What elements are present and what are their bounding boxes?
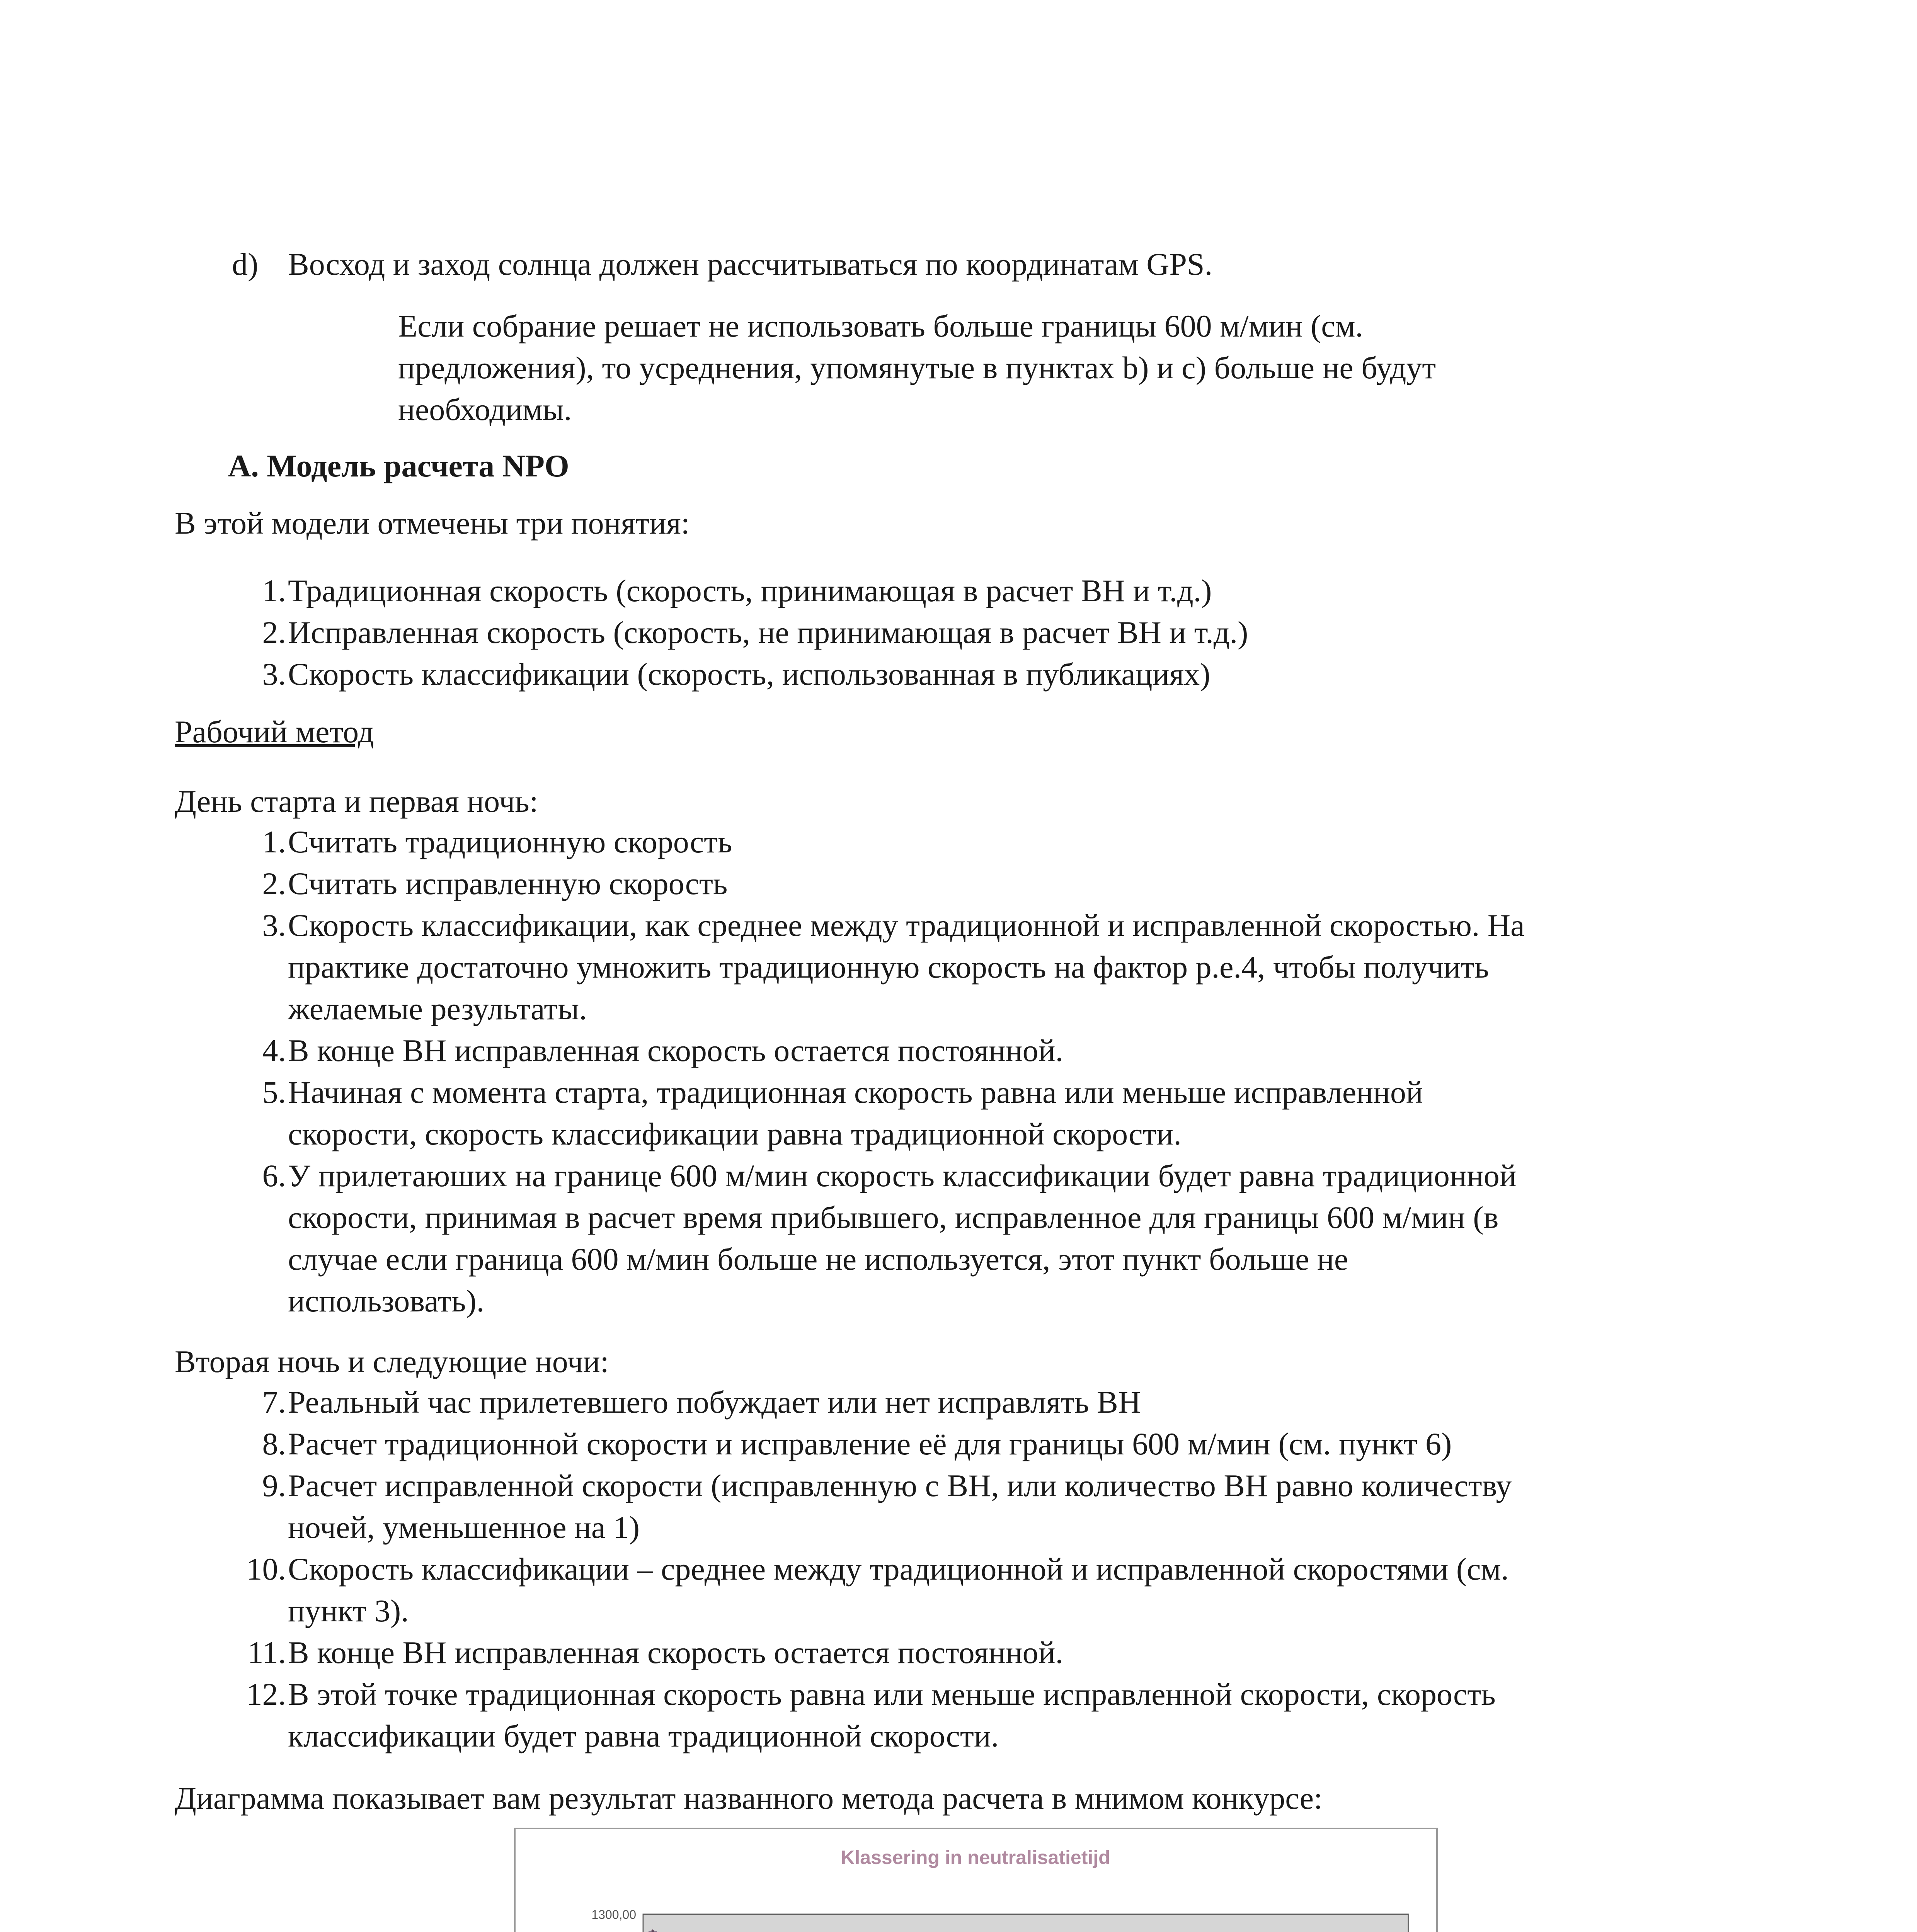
list-number: 2.	[262, 615, 286, 650]
list-item-text: У прилетаюших на границе 600 м/мин скорость классификации будет равна традиционной	[288, 1158, 1517, 1193]
list-item-text: Исправленная скорость (скорость, не принимающая в расчет ВН и т.д.)	[288, 615, 1248, 650]
list-number: 5.	[262, 1075, 286, 1110]
list-number: 7.	[262, 1384, 286, 1420]
plot-area	[643, 1914, 1408, 1932]
list-item-text: Скорость классификации (скорость, использованная в публикациях)	[288, 656, 1210, 692]
list-item-text: В конце ВН исправленная скорость остается постоянной.	[288, 1635, 1063, 1670]
day-heading: День старта и первая ночь:	[175, 784, 538, 819]
note-line-2: предложения), то усреднения, упомянутые в пунктах b) и c) больше не будут	[398, 350, 1436, 385]
chart-title: Klassering in neutralisatietijd	[841, 1847, 1110, 1868]
list-item-text: Реальный час прилетевшего побуждает или нет исправлять ВН	[288, 1384, 1141, 1420]
list-number: 8.	[262, 1426, 286, 1461]
list-number: 10.	[246, 1551, 286, 1587]
list-item-text: случае если граница 600 м/мин больше не используется, этот пункт больше не	[288, 1242, 1348, 1277]
concepts-lead: В этой модели отмечены три понятия:	[175, 505, 690, 541]
list-number: 4.	[262, 1033, 286, 1068]
list-item-text: В этой точке традиционная скорость равна или меньше исправленной скорости, скорость	[288, 1677, 1496, 1712]
list-number: 3.	[262, 656, 286, 692]
list-item-text: ночей, уменьшенное на 1)	[288, 1510, 640, 1545]
list-item-text: Расчет традиционной скорости и исправление её для границы 600 м/мин (см. пункт 6)	[288, 1426, 1452, 1461]
list-number: 2.	[262, 866, 286, 901]
list-item-text: Считать традиционную скорость	[288, 824, 732, 859]
diagram-caption: Диаграмма показывает вам результат названного метода расчета в мнимом конкурсе:	[175, 1781, 1323, 1816]
list-item-text: классификации будет равна традиционной скорости.	[288, 1718, 999, 1753]
list-item-text: Считать исправленную скорость	[288, 866, 728, 901]
list-number: 3.	[262, 908, 286, 943]
method-heading: Рабочий метод	[175, 714, 374, 749]
list-number: 1.	[262, 824, 286, 859]
list-number: 12.	[246, 1677, 286, 1712]
speed-chart	[514, 1828, 1438, 1932]
list-number: 11.	[247, 1635, 286, 1670]
y-tick-label: 1300,00	[591, 1908, 636, 1922]
chart-svg	[516, 1829, 1436, 1932]
list-number: 9.	[262, 1468, 286, 1503]
list-item-text: практике достаточно умножить традиционную скорость на фактор p.e.4, чтобы получить	[288, 949, 1489, 985]
list-item-text: Традиционная скорость (скорость, принимающая в расчет ВН и т.д.)	[288, 573, 1212, 608]
list-number: 1.	[262, 573, 286, 608]
list-number: 6.	[262, 1158, 286, 1193]
night-heading: Вторая ночь и следующие ночи:	[175, 1344, 609, 1379]
list-item-text: скорости, скорость классификации равна традиционной скорости.	[288, 1116, 1182, 1151]
list-item-text: использовать).	[288, 1283, 485, 1318]
list-item-text: пункт 3).	[288, 1593, 409, 1628]
list-item-text: Расчет исправленной скорости (исправленную с ВН, или количество ВН равно количеству	[288, 1468, 1512, 1503]
list-item-text: желаемые результаты.	[288, 991, 587, 1026]
list-item-text: В конце ВН исправленная скорость остается постоянной.	[288, 1033, 1063, 1068]
list-marker-d: d)	[232, 247, 259, 282]
note-line-3: необходимы.	[398, 392, 572, 427]
item-d-text: Восход и заход солнца должен рассчитываться по координатам GPS.	[288, 247, 1213, 282]
section-a-heading: A. Модель расчета NPO	[228, 448, 569, 483]
list-item-text: Скорость классификации – среднее между традиционной и исправленной скоростями (см.	[288, 1551, 1509, 1587]
list-item-text: скорости, принимая в расчет время прибывшего, исправленное для границы 600 м/мин (в	[288, 1200, 1499, 1235]
list-item-text: Начиная с момента старта, традиционная скорость равна или меньше исправленной	[288, 1075, 1423, 1110]
list-item-text: Скорость классификации, как среднее между традиционной и исправленной скоростью. На	[288, 908, 1525, 943]
note-line-1: Если собрание решает не использовать больше границы 600 м/мин (см.	[398, 308, 1364, 344]
